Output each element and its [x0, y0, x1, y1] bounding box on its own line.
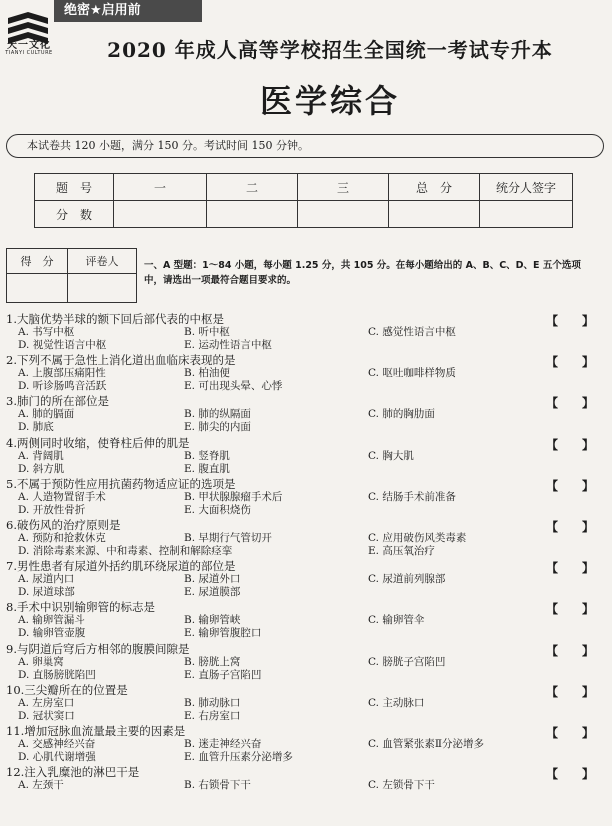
grader-score-entry[interactable]: [7, 274, 68, 303]
option-a: A. 左房室口: [18, 696, 75, 709]
answer-bracket[interactable]: [546, 394, 594, 411]
answer-bracket[interactable]: [546, 642, 594, 659]
grader-score-label: 得 分: [7, 249, 68, 274]
option-e: E. 运动性语言中枢: [184, 339, 272, 351]
question-stem: 4.两侧同时收缩，使脊柱后伸的肌是: [6, 435, 190, 450]
answer-bracket[interactable]: [546, 765, 594, 782]
option-a: A. 人造物置留手术: [18, 490, 106, 503]
question-stem: 3.肺门的所在部位是: [6, 394, 109, 409]
score-table-cell: 一: [114, 174, 207, 201]
option-c: C. 输卵管伞: [368, 614, 425, 627]
option-d: D. 视觉性语言中枢: [18, 339, 107, 351]
question-item: [6, 600, 606, 641]
option-d: D. 消除毒素来源、中和毒素、控制和解除痉挛: [18, 544, 233, 557]
option-b: B. 右锁骨下干: [184, 779, 251, 792]
option-a: A. 肺的膈面: [18, 408, 75, 421]
bracket-open: 【: [546, 355, 559, 370]
bracket-open: 【: [546, 602, 559, 617]
bracket-close: 】: [581, 561, 594, 576]
bracket-open: 【: [546, 767, 559, 782]
option-a: A. 上腹部压痛阳性: [18, 367, 106, 380]
score-table-cell: 统分人签字: [480, 174, 573, 201]
option-d: D. 肺底: [18, 421, 54, 434]
option-a: A. 尿道内口: [18, 573, 75, 586]
bracket-open: 【: [546, 519, 559, 534]
option-c: C. 血管紧张素Ⅱ分泌增多: [368, 737, 484, 750]
bracket-close: 】: [581, 643, 594, 658]
option-a: A. 交感神经兴奋: [18, 737, 96, 750]
option-b: B. 尿道外口: [184, 573, 241, 586]
score-entry-cell[interactable]: [298, 201, 389, 228]
option-a: A. 书写中枢: [18, 326, 75, 338]
bracket-close: 】: [581, 684, 594, 699]
bracket-close: 】: [581, 355, 594, 370]
option-e: E. 血管升压素分泌增多: [184, 750, 293, 763]
option-e: E. 可出现头晕、心悸: [184, 380, 283, 393]
question-item: [6, 518, 606, 559]
question-item: [6, 724, 606, 765]
option-e: E. 输卵管腹腔口: [184, 627, 262, 640]
question-stem: 9.与阴道后穹后方相邻的腹膜间隙是: [6, 641, 190, 656]
score-entry-cell[interactable]: [389, 201, 480, 228]
option-e: E. 肺尖的内面: [184, 421, 251, 434]
question-item: [6, 312, 606, 353]
score-table-score-row: [35, 201, 573, 228]
option-b: B. 肺动脉口: [184, 696, 241, 709]
question-item: [6, 477, 606, 518]
score-entry-cell[interactable]: [114, 201, 207, 228]
option-a: A. 输卵管漏斗: [18, 614, 85, 627]
bracket-close: 】: [581, 602, 594, 617]
bracket-open: 【: [546, 643, 559, 658]
bracket-open: 【: [546, 684, 559, 699]
option-c: C. 肺的胸肋面: [368, 408, 435, 421]
answer-bracket[interactable]: [546, 477, 594, 494]
question-stem: 6.破伤风的治疗原则是: [6, 517, 121, 532]
bracket-open: 【: [546, 561, 559, 576]
score-table-header-row: [35, 174, 573, 201]
score-table-cell: 三: [298, 174, 389, 201]
option-d: D. 斜方肌: [18, 462, 65, 475]
answer-bracket[interactable]: [546, 600, 594, 617]
score-table-cell: 二: [207, 174, 298, 201]
option-d: D. 听诊肠鸣音活跃: [18, 380, 107, 393]
question-item: [6, 559, 606, 600]
option-e: E. 腹直肌: [184, 462, 230, 475]
section-intro: 一、A 型题：1～84 小题，每小题 1.25 分，共 105 分。在每小题给出的 A、B、C、D、E 五个选项中，请选出一项最符合题目要求的。: [144, 260, 581, 286]
option-e: E. 右房室口: [184, 709, 241, 722]
option-c: C. 左锁骨下干: [368, 779, 435, 792]
option-d: D. 直肠膀胱陷凹: [18, 668, 96, 681]
option-c: C. 胸大肌: [368, 449, 414, 462]
question-list: [6, 312, 606, 806]
option-d: D. 输卵管壶腹: [18, 627, 86, 640]
option-b: B. 早期行气管切开: [184, 531, 272, 544]
option-b: B. 甲状腺腺瘤手术后: [184, 490, 283, 503]
question-item: [6, 765, 606, 806]
option-b: B. 柏油便: [184, 367, 230, 380]
question-item: [6, 394, 606, 435]
answer-bracket[interactable]: [546, 683, 594, 700]
score-table: [34, 173, 573, 228]
grader-name-entry[interactable]: [68, 274, 137, 303]
logo-text-en: TIANYI CULTURE: [5, 50, 53, 56]
answer-bracket[interactable]: [546, 559, 594, 576]
option-d: D. 开放性骨折: [18, 503, 86, 516]
question-item: [6, 353, 606, 394]
option-e: E. 高压氧治疗: [368, 544, 435, 557]
option-b: B. 听中枢: [184, 326, 230, 338]
bracket-close: 】: [581, 725, 594, 740]
bracket-open: 【: [546, 314, 559, 328]
option-c: C. 尿道前列腺部: [368, 573, 446, 586]
question-stem: 7.男性患者有尿道外括约肌环绕尿道的部位是: [6, 559, 236, 574]
score-table-cell: 总 分: [389, 174, 480, 201]
option-a: A. 预防和抢救休克: [18, 531, 106, 544]
question-item: [6, 642, 606, 683]
confidential-banner: 绝密★启用前: [54, 0, 202, 22]
option-c: C. 感觉性语言中枢: [368, 326, 456, 338]
bracket-close: 】: [581, 314, 594, 328]
answer-bracket[interactable]: [546, 724, 594, 741]
exam-title: 2020 年成人高等学校招生全国统一考试专升本: [107, 38, 553, 62]
option-c: C. 主动脉口: [368, 696, 425, 709]
question-stem: 5.不属于预防性应用抗菌药物适应证的选项是: [6, 476, 236, 491]
option-c: C. 结肠手术前准备: [368, 490, 456, 503]
option-b: B. 膀胱上窝: [184, 655, 241, 668]
score-table-cell: 题 号: [35, 174, 114, 201]
question-stem: 2.下列不属于急性上消化道出血临床表现的是: [6, 353, 236, 368]
question-stem: 1.大脑优势半球的额下回后部代表的中枢是: [6, 312, 224, 326]
question-stem: 11.增加冠脉血流量最主要的因素是: [6, 723, 186, 738]
option-d: D. 冠状窦口: [18, 709, 75, 722]
exam-subject: 医学综合: [259, 82, 400, 120]
option-e: E. 尿道膜部: [184, 586, 241, 599]
question-item: [6, 683, 606, 724]
answer-bracket[interactable]: [546, 353, 594, 370]
option-b: B. 输卵管峡: [184, 614, 241, 627]
option-d: D. 心肌代谢增强: [18, 750, 96, 763]
option-a: A. 背阔肌: [18, 449, 64, 462]
bracket-open: 【: [546, 396, 559, 411]
answer-bracket[interactable]: [546, 518, 594, 535]
bracket-open: 【: [546, 437, 559, 452]
option-a: A. 左颈干: [18, 779, 64, 792]
question-item: [6, 436, 606, 477]
score-table-cell: 分 数: [35, 201, 114, 228]
score-entry-cell[interactable]: [207, 201, 298, 228]
logo-text-cn: 天一文化: [7, 40, 51, 51]
option-b: B. 迷走神经兴奋: [184, 737, 262, 750]
option-c: C. 膀胱子宫陷凹: [368, 655, 446, 668]
question-stem: 10.三尖瓣所在的位置是: [6, 682, 128, 697]
bracket-close: 】: [581, 396, 594, 411]
bracket-close: 】: [581, 767, 594, 782]
option-a: A. 卵巢窝: [18, 655, 64, 668]
bracket-close: 】: [581, 519, 594, 534]
answer-bracket[interactable]: [546, 436, 594, 453]
grader-box: [6, 248, 137, 303]
option-e: E. 大面积烧伤: [184, 503, 251, 516]
bracket-close: 】: [581, 437, 594, 452]
bracket-open: 【: [546, 725, 559, 740]
option-c: C. 应用破伤风类毒素: [368, 531, 467, 544]
answer-bracket[interactable]: [546, 312, 594, 329]
bracket-close: 】: [581, 478, 594, 493]
option-d: D. 尿道球部: [18, 586, 75, 599]
option-e: E. 直肠子宫陷凹: [184, 668, 262, 681]
exam-notice: 本试卷共 120 小题，满分 150 分。考试时间 150 分钟。: [6, 134, 604, 158]
option-b: B. 竖脊肌: [184, 449, 230, 462]
score-entry-cell[interactable]: [480, 201, 573, 228]
grader-name-label: 评卷人: [68, 249, 137, 274]
option-b: B. 肺的纵隔面: [184, 408, 251, 421]
question-stem: 8.手术中识别输卵管的标志是: [6, 600, 155, 615]
bracket-open: 【: [546, 478, 559, 493]
question-stem: 12.注入乳糜池的淋巴干是: [6, 765, 140, 780]
option-c: C. 呕吐咖啡样物质: [368, 367, 456, 380]
